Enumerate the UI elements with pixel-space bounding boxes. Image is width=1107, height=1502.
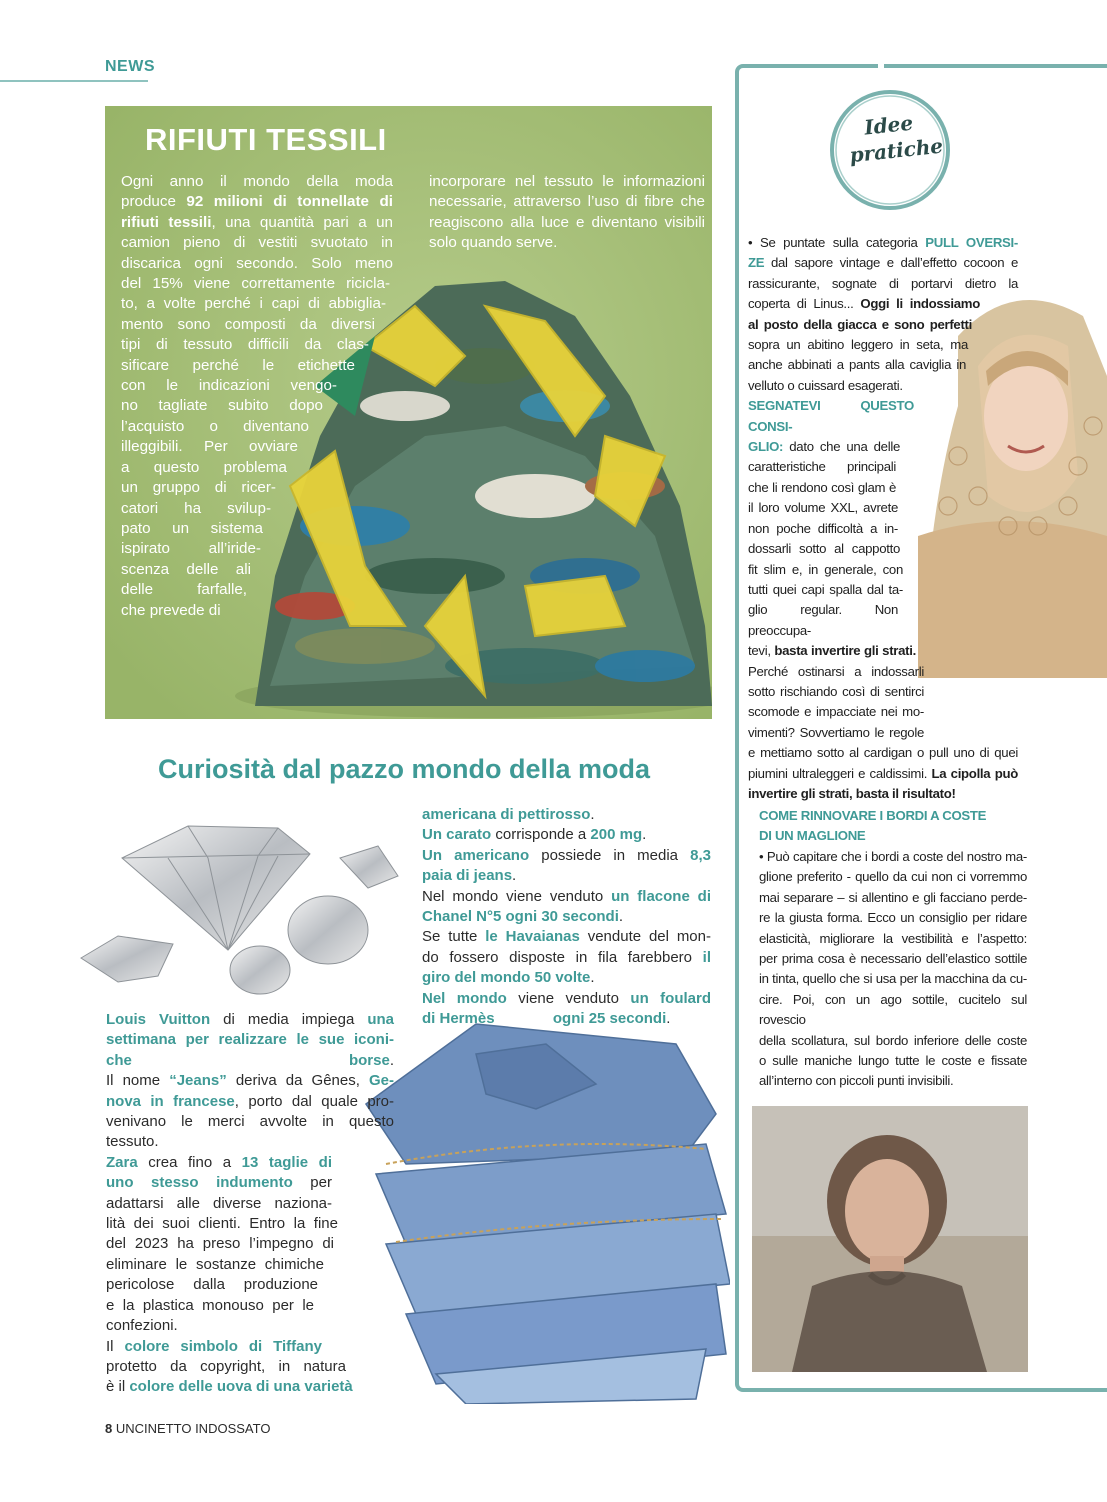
text-line [748,723,924,743]
text-run: protetto da copyright, in natura [106,1357,346,1375]
text-line [422,805,711,825]
text-line [748,519,898,539]
text-run: • Se puntate sulla categoria [748,235,926,250]
text-line [759,867,1027,887]
text-run: . [389,1051,394,1069]
highlight-run: 13 taglie di [241,1153,332,1171]
highlight-run: nova in francese [106,1092,235,1110]
text-run: della scollatura, sul bordo inferiore delle coste [759,1032,1027,1048]
text-line [422,927,711,947]
bold-run: basta invertire gli strati. [774,643,916,659]
text-run: scenza delle ali [121,560,251,578]
tip2-heading-line-1: COME RINNOVARE I BORDI A COSTE [759,808,987,823]
text-line [106,1377,374,1397]
text-line [121,396,323,416]
text-line [748,560,903,580]
text-line [759,969,1027,989]
text-run: con le indicazioni vengo- [121,377,337,395]
highlight-run: paia di jeans [422,867,513,885]
highlight-run: 8,3 [690,846,711,864]
text-run: confezioni. [106,1317,178,1335]
sidebar-tip-oversize [748,233,1018,804]
text-line [106,1132,394,1152]
highlight-run: le Havaianas [485,928,580,946]
highlight-run: Nel mondo [422,989,507,1007]
text-line [748,784,955,804]
text-line [106,1071,394,1091]
highlight-run: “Jeans” [169,1072,227,1090]
highlight-run: americana di pettirosso [422,806,591,823]
text-run: . [666,1010,671,1028]
text-run: sotto rischiando così di sentirci [748,683,924,699]
article-intro-right: incorporare nel tessuto le informazioni necessarie, attraverso l’uso di fibre che reagiscono alla luce e diventano visibili solo quando serve. [429,173,705,252]
highlight-run: un foulard [630,989,712,1007]
text-line [748,539,900,559]
text-run: piumini ultraleggeri e caldissimi. [748,765,932,781]
text-line [422,968,711,988]
text-run: e mettiamo sotto al cardigan o pull uno di quei [748,745,1018,761]
text-line [121,580,247,600]
woman-sweater-photo [752,1106,1028,1372]
text-run: , porto dal quale pro- [234,1092,394,1110]
text-run: tipi di tessuto difficili da clas- [121,336,369,354]
text-line [121,274,390,294]
frame-gap [878,64,884,78]
text-line [106,1153,332,1173]
text-line [748,355,966,375]
text-run: di media impiega [210,1011,368,1028]
text-line [106,1173,332,1193]
text-line [106,1337,322,1357]
text-run: venivano le merci avvolte in questo [106,1113,394,1131]
text-line [748,498,898,518]
text-run: per prima cosa è necessario dell’elastico sottile [759,951,1027,967]
text-run: mai separare – si allentino e gli facciano perde- [759,889,1027,905]
text-run: pato un sistema [121,519,263,537]
text-run: pericolose dalla produzione [106,1276,318,1294]
text-line [106,1275,318,1295]
text-line [121,519,263,539]
text-run: dossarli sotto al cappotto [748,541,900,557]
text-run: del 15% viene correttamente ricicla- [121,275,390,293]
text-line [121,458,287,478]
text-run: . [512,867,517,885]
highlight-run: di Hermès ogni 25 secondi [422,1010,667,1028]
text-line [422,846,711,866]
text-run: e la plastica monouso per le [106,1296,314,1314]
text-run: fit slim e, in generale, con [748,561,903,577]
text-run: , una quantità pari a un [211,213,393,231]
text-line [759,908,1027,928]
text-line [121,335,369,355]
highlight-run: Louis Vuitton [106,1011,211,1028]
text-run: Se tutte [422,928,486,946]
text-line [121,294,386,314]
highlight-run: un flacone di [611,887,711,905]
highlight-run: giro del mondo 50 volte [422,969,591,987]
text-line [121,499,271,519]
text-run: non poche difficoltà a in- [748,520,898,536]
text-run: glio regular. Non preoccupa- [748,602,898,638]
text-line [748,641,916,661]
text-run: in tinta, quello che si usa per la macchina da cu- [759,971,1027,987]
text-run: camion pieno di vestiti svuotato in [121,234,393,252]
text-run: catori ha svilup- [121,499,271,517]
text-line [748,682,924,702]
text-run: adattarsi alle diverse naziona- [106,1194,332,1212]
text-run: Ogni anno il mondo della moda [121,173,393,190]
jeans-stack-image [346,1014,730,1404]
hero-panel [105,106,712,719]
article-intro-left [121,172,393,621]
text-line [422,948,711,968]
text-line [748,376,908,396]
text-line [748,457,896,477]
text-line [121,478,276,498]
text-run: discarica ogni secondo. Solo meno [121,254,393,272]
bold-run: Oggi li indossiamo [860,296,980,312]
text-run: è il [106,1378,130,1396]
page-footer [105,1421,270,1436]
text-run: do fossero disposte in fila farebbero [422,948,703,966]
text-run: . [642,826,647,844]
bold-run: rifiuti tessili [121,213,212,231]
curiosita-column-right [422,805,711,1029]
highlight-run: Ge- [369,1072,395,1090]
highlight-run: una [367,1011,394,1028]
text-line [422,887,711,907]
text-run: del 2023 ha preso l’impegno di [106,1235,334,1253]
text-line [759,990,1027,1031]
text-line [748,396,914,437]
text-line [748,294,980,314]
text-run: delle farfalle, [121,581,247,599]
badge-text [846,108,945,168]
text-line [121,254,393,274]
page-number: 8 [105,1421,113,1436]
bold-run: La cipolla può [931,765,1018,781]
text-line [121,417,309,437]
text-line [422,825,711,845]
text-line [106,1316,314,1336]
text-run: Perché ostinarsi a indossarli [748,663,924,679]
diamonds-image [78,818,408,998]
text-line [748,253,1018,273]
text-line [121,315,375,335]
text-run: tessuto. [106,1133,159,1151]
text-run: • Può capitare che i bordi a coste del nostro ma- [759,849,1027,864]
text-run: glione preferito - quello da cui non ci vorremmo [759,869,1027,885]
text-line [121,192,393,212]
text-run: anche abbinati a pants alla caviglia in [748,357,966,373]
section-label: NEWS [105,58,155,75]
text-line [106,1296,314,1316]
text-run: caratteristiche principali [748,459,896,475]
text-line [106,1234,334,1254]
sidebar-tip2-heading [759,806,986,847]
text-line [106,1214,338,1234]
text-line [748,478,896,498]
text-line [748,233,1018,253]
text-run: vimenti? Sovvertiamo le regole [748,724,924,740]
text-run: ispirato all’iride- [121,540,261,558]
highlight-run: Un carato [422,826,492,844]
text-run: coperta di Linus... [748,296,861,312]
text-line [106,1030,394,1050]
text-run: Il nome [106,1072,170,1090]
text-run: deriva da Gênes, [226,1072,369,1090]
text-run: il loro volume XXL, avrete [748,500,898,516]
text-line [106,1051,394,1071]
highlight-run: Un americano [422,846,530,864]
article-title: RIFIUTI TESSILI [145,122,387,157]
text-run: mento sono composti da diversi [121,315,375,333]
text-line [748,600,898,641]
text-run: to, a volte perché i capi di abbiglia- [121,295,386,313]
bold-run: 92 milioni di tonnellate di [186,193,393,211]
text-line [121,376,337,396]
text-run: lità dei suoi clienti. Entro la fine [106,1215,338,1233]
text-line [759,1051,1027,1071]
bold-run: al posto della giacca e sono perfetti [748,316,972,332]
text-run: all’interno con piccoli punti invisibili. [759,1073,954,1089]
badge-line-1: Idee [863,110,915,140]
highlight-run: settimana per realizzare le sue iconi- [106,1031,394,1049]
text-run: scomode e impacciate nei mo- [748,704,924,720]
highlight-run: Chanel N°5 ogni 30 secondi [422,908,619,926]
text-line [748,702,924,722]
text-run: possiede in media [529,846,691,864]
text-line [121,437,298,457]
text-line [748,743,1018,763]
text-line [121,601,247,621]
text-run: crea fino a [137,1153,242,1171]
text-run: sificare perché le etichette [121,356,355,374]
highlight-run: Zara [106,1153,138,1171]
bold-run: invertire gli strati, basta il risultato! [748,785,956,801]
text-run: viene venduto [506,989,631,1007]
text-run: eliminare le sostanze chimiche [106,1255,324,1273]
highlight-run: uno stesso indumento [106,1174,293,1192]
text-line [121,539,261,559]
text-line [759,1071,969,1091]
text-line [759,847,1027,867]
text-line [106,1357,346,1377]
highlight-run: colore delle uova di una varietà [129,1378,353,1396]
text-line [748,662,924,682]
highlight-run: GLIO: [748,439,784,455]
text-line [748,764,1018,784]
text-line [121,356,355,376]
text-line [106,1112,394,1132]
magazine-name: UNCINETTO INDOSSATO [115,1421,271,1436]
text-line [121,233,393,253]
text-line [121,172,393,192]
text-line [422,907,711,927]
text-line [748,274,1018,294]
text-run: dato che una delle [783,439,900,455]
text-run: . [618,908,624,926]
badge-line-2: pratiche [848,133,945,168]
text-run: che prevede di [121,601,221,619]
text-run: cire. Poi, con un ago sottile, cucitelo sul rovescio [759,991,1027,1028]
text-line [759,949,1027,969]
highlight-run: che borse [106,1051,390,1069]
text-run: o sulle maniche lungo tutte le coste e fissate [759,1053,1027,1069]
text-run: per [292,1174,332,1192]
highlight-run: colore simbolo di Tiffany [124,1337,322,1355]
text-run: Il [106,1337,125,1355]
text-line [121,560,251,580]
text-run: vendute del mon- [579,928,711,946]
text-line [422,989,711,1009]
text-line [759,888,1027,908]
text-run: che li rendono così glam è [748,479,896,495]
text-run: produce [121,193,187,211]
curiosita-column-left [106,1010,394,1398]
text-line [106,1255,324,1275]
text-run: tutti quei capi spalla dal ta- [748,581,903,597]
text-line [759,929,1027,949]
highlight-run: il [702,948,711,966]
text-run: Nel mondo viene venduto [422,887,612,905]
text-run: elasticità, migliorare la vestibilità e l’aspetto: [759,930,1027,946]
text-run: tevi, [748,643,775,659]
highlight-run: ZE [748,255,765,271]
highlight-run: PULL OVERSI- [925,235,1018,250]
sidebar-tip-bordi [759,847,1027,1092]
text-line [759,1031,1027,1051]
highlight-run: SEGNATEVI QUESTO CONSI- [748,398,914,434]
text-run: . [590,806,595,823]
tip2-heading-line-2: DI UN MAGLIONE [759,828,866,844]
text-run: corrisponde a [491,826,591,844]
text-run: no tagliate subito dopo [121,397,323,415]
text-line [121,213,393,233]
text-run: dal sapore vintage e dall’effetto cocoon e [764,255,1018,271]
text-line [748,315,972,335]
text-run: sopra un abitino leggero in seta, ma [748,337,968,353]
header-rule [0,80,148,82]
text-run: illeggibili. Per ovviare [121,438,298,456]
text-run: re la giusta forma. Ecco un consiglio per ridare [759,910,1027,926]
text-line [422,1009,711,1029]
text-run: a questo problema [121,458,287,476]
text-line [748,437,900,457]
highlight-run: 200 mg [590,826,643,844]
text-line [748,335,968,355]
text-run: rassicurante, sognate di portarvi dietro la [748,275,1018,291]
text-line [106,1194,332,1214]
text-line [106,1092,394,1112]
text-line [106,1010,394,1030]
text-run: . [590,969,595,987]
text-line [748,580,903,600]
section-title: Curiosità dal pazzo mondo della moda [158,754,651,784]
text-run: velluto o cuissard esagerati. [748,377,903,393]
text-run: un gruppo di ricer- [121,479,276,497]
text-run: l’acquisto o diventano [121,417,309,435]
text-line [422,866,711,886]
